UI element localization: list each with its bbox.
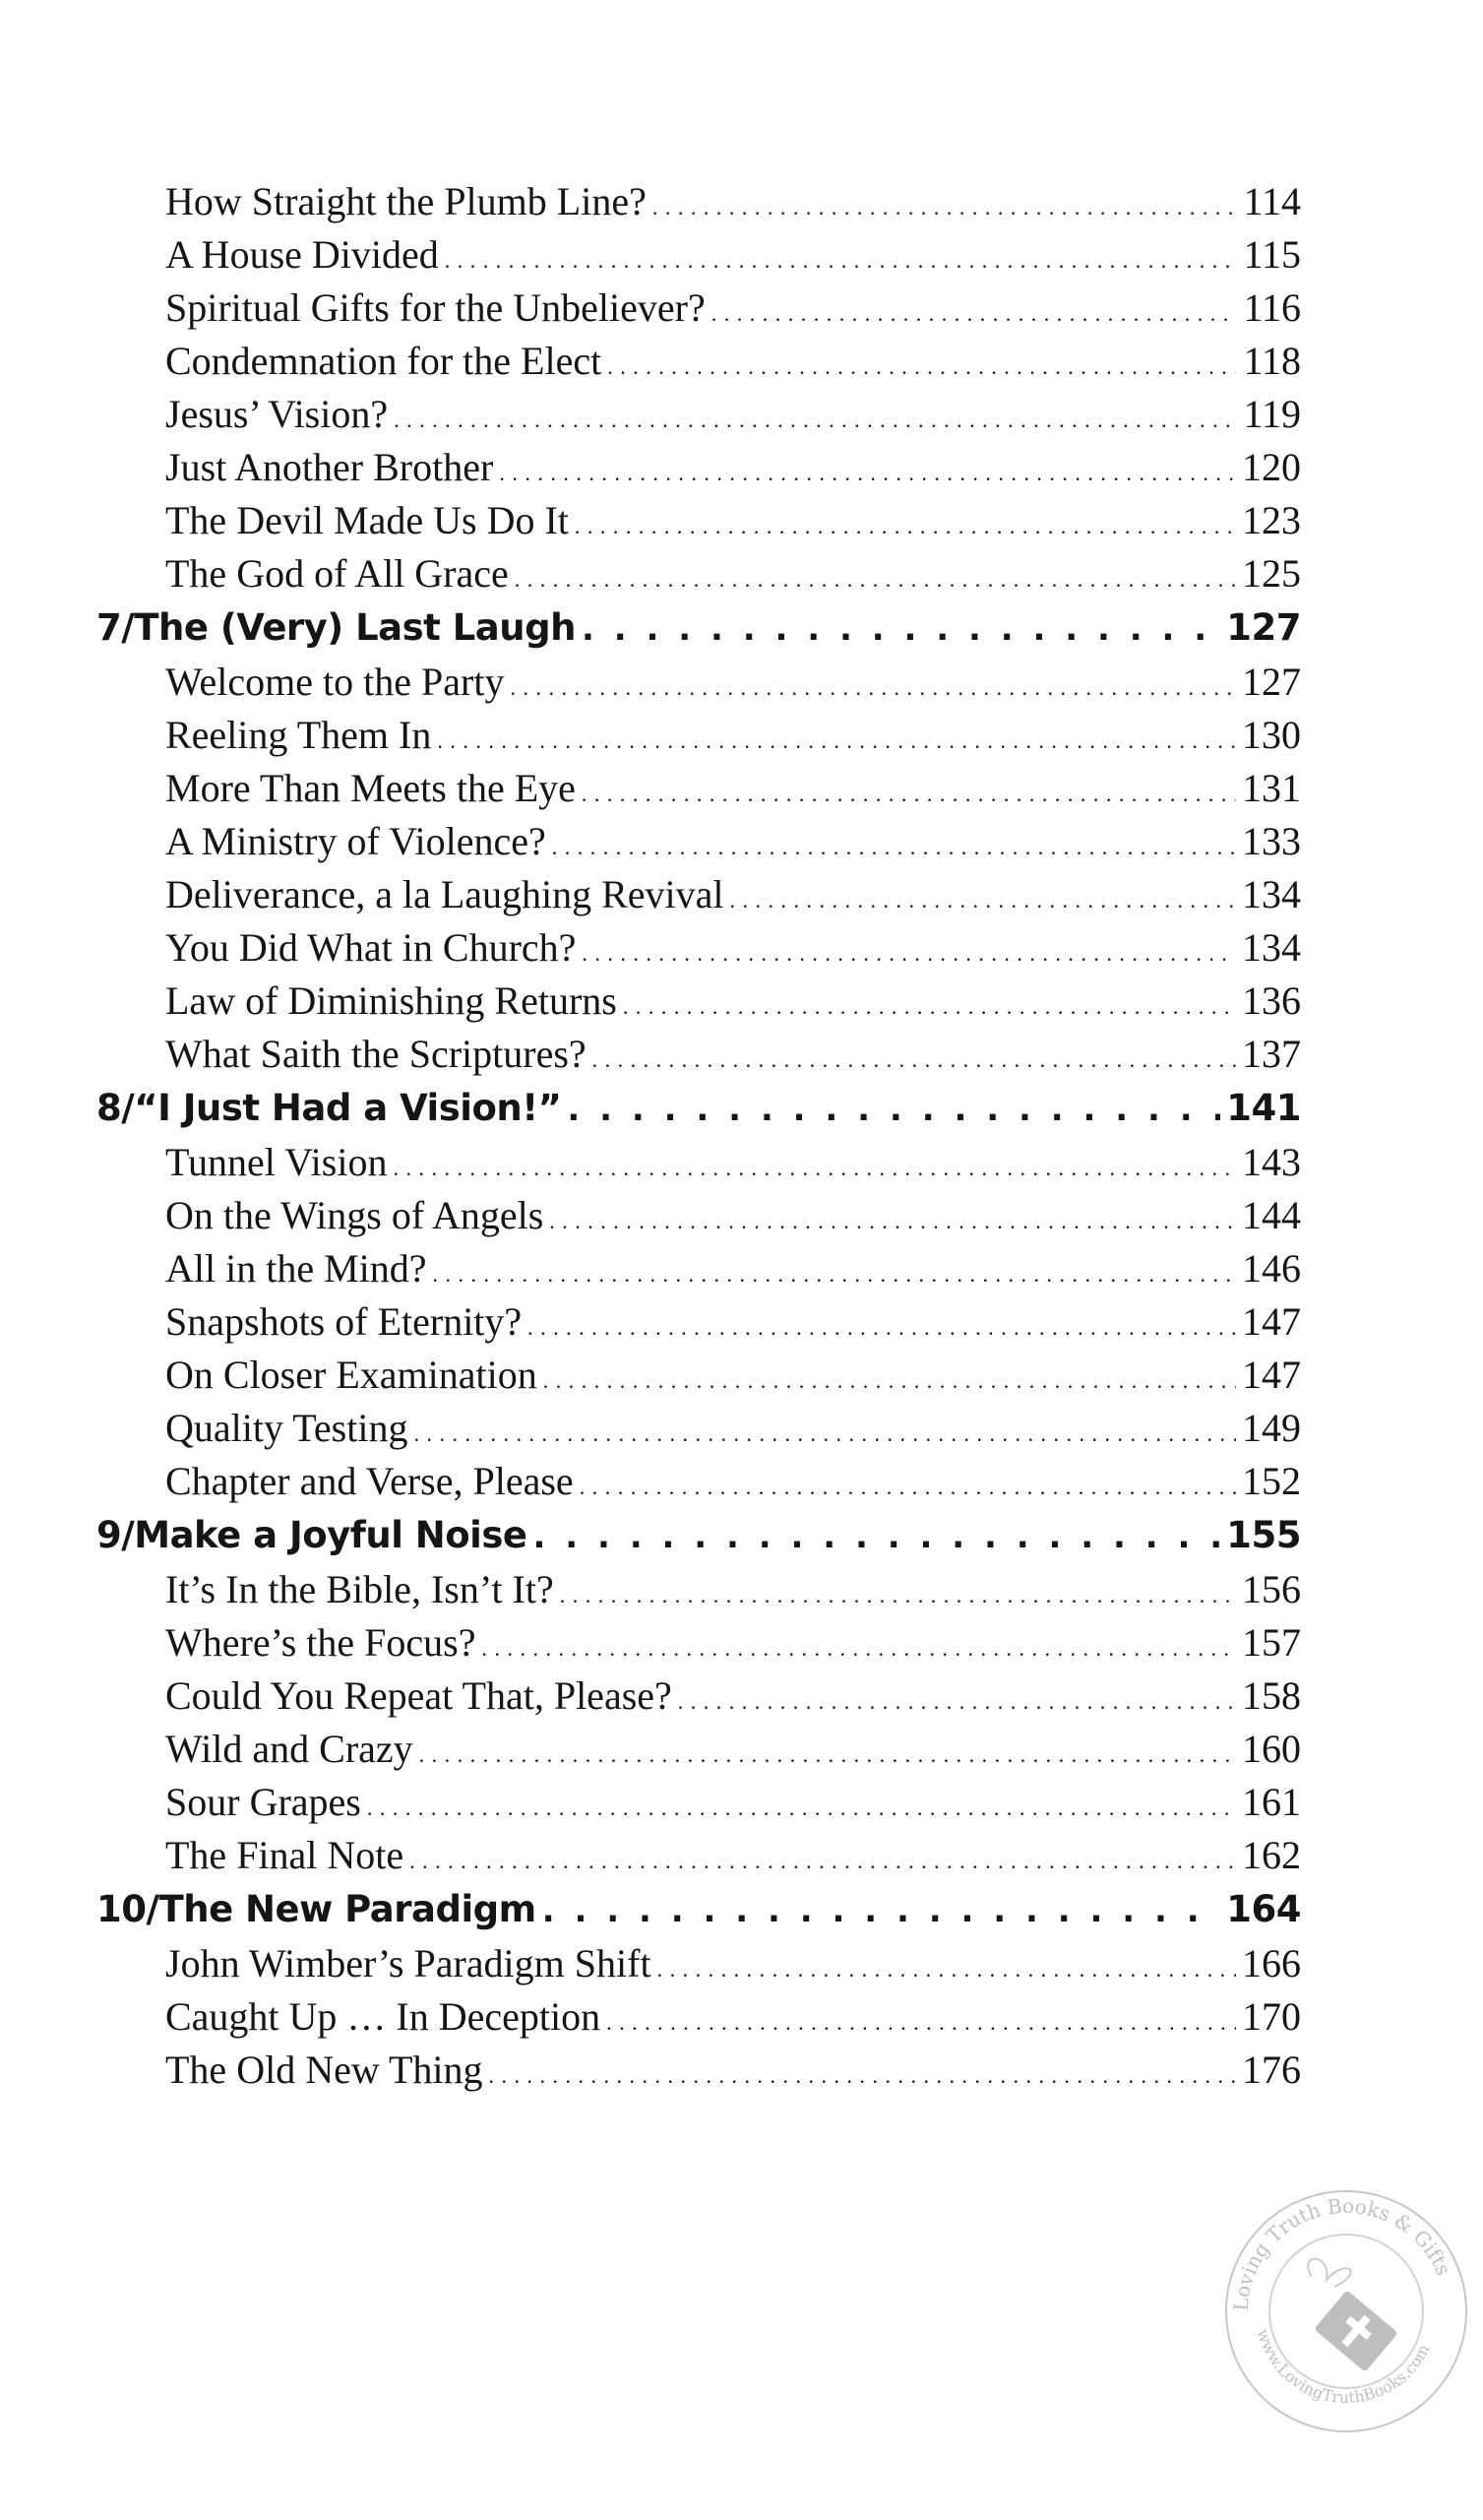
entry-title: Condemnation for the Elect	[165, 339, 602, 383]
dot-leader	[607, 341, 1236, 394]
entry-title: Where’s the Focus?	[165, 1620, 476, 1665]
entry-page: 152	[1242, 1459, 1301, 1503]
dot-leader	[560, 1569, 1236, 1622]
svg-text:Loving Truth Books & Gifts: Loving Truth Books & Gifts	[1228, 2193, 1456, 2312]
dot-leader	[515, 553, 1236, 606]
entry-page: 114	[1243, 179, 1301, 223]
toc-entry[interactable]	[96, 1776, 1301, 1829]
entry-title: Caught Up … In Deception	[165, 1994, 601, 2039]
toc-group	[96, 1508, 1301, 1882]
entry-page: 131	[1242, 766, 1301, 810]
entry-page: 147	[1242, 1299, 1301, 1344]
entry-page: 133	[1242, 819, 1301, 863]
entry-title: How Straight the Plumb Line?	[165, 179, 647, 223]
entry-title: Reeling Them In	[165, 713, 432, 757]
toc-entry[interactable]	[96, 494, 1301, 547]
entry-page: 137	[1242, 1032, 1301, 1076]
entry-title: A House Divided	[165, 232, 439, 277]
entry-title: Just Another Brother	[165, 445, 494, 489]
entry-title: Jesus’ Vision?	[165, 392, 389, 436]
toc-entry[interactable]	[96, 547, 1301, 600]
toc-group	[96, 1081, 1301, 1508]
entry-title: The God of All Grace	[165, 551, 509, 596]
dot-leader	[527, 1301, 1236, 1354]
dot-leader	[437, 715, 1236, 768]
entry-title: It’s In the Bible, Isn’t It?	[165, 1567, 554, 1611]
entry-title: Law of Diminishing Returns	[165, 978, 617, 1023]
entry-title: Deliverance, a la Laughing Revival	[165, 872, 724, 916]
entry-page: 147	[1242, 1353, 1301, 1397]
dot-leader	[419, 1729, 1236, 1782]
entry-title: Snapshots of Eternity?	[165, 1299, 523, 1344]
entry-title: John Wimber’s Paradigm Shift	[165, 1941, 651, 1985]
toc-entry[interactable]	[96, 1189, 1301, 1242]
dot-leader	[543, 1354, 1236, 1408]
entry-page: 120	[1242, 445, 1301, 489]
dot-leader	[489, 2049, 1236, 2103]
toc-entry[interactable]	[96, 1723, 1301, 1776]
toc-entry[interactable]	[96, 1937, 1301, 1990]
entry-page: 160	[1242, 1727, 1301, 1771]
dot-leader	[413, 1408, 1236, 1461]
entry-title: Welcome to the Party	[165, 660, 505, 704]
dot-leader	[582, 768, 1236, 821]
dot-leader	[481, 1622, 1236, 1675]
entry-page: 134	[1242, 925, 1301, 970]
chapter-page: 164	[1226, 1888, 1301, 1930]
toc-entry[interactable]	[96, 762, 1301, 815]
toc-entry[interactable]	[96, 656, 1301, 709]
toc-entry[interactable]	[96, 282, 1301, 335]
dot-leader	[552, 821, 1236, 874]
dot-leader	[575, 500, 1236, 553]
dot-leader	[445, 234, 1236, 287]
dot-leader	[567, 1082, 1220, 1137]
entry-title: Chapter and Verse, Please	[165, 1459, 574, 1503]
toc-entry[interactable]	[96, 228, 1301, 282]
toc-entry[interactable]	[96, 1829, 1301, 1882]
entry-title: All in the Mind?	[165, 1246, 427, 1291]
entry-page: 134	[1242, 872, 1301, 916]
chapter-page: 155	[1226, 1514, 1301, 1556]
dot-leader	[367, 1782, 1236, 1835]
chapter-page: 127	[1226, 606, 1301, 649]
entry-title: The Devil Made Us Do It	[165, 498, 569, 542]
toc-entry[interactable]	[96, 1349, 1301, 1402]
entry-title: Could You Repeat That, Please?	[165, 1673, 672, 1718]
entry-page: 166	[1242, 1941, 1301, 1985]
chapter-page: 141	[1226, 1087, 1301, 1129]
entry-page: 149	[1242, 1406, 1301, 1450]
entry-page: 176	[1242, 2048, 1301, 2092]
toc-entry[interactable]	[96, 1295, 1301, 1349]
entry-page: 116	[1243, 285, 1301, 330]
entry-page: 161	[1242, 1780, 1301, 1824]
entry-page: 115	[1243, 232, 1301, 277]
entry-title: Wild and Crazy	[165, 1727, 413, 1771]
watermark-seal-icon	[1218, 2183, 1474, 2439]
toc-entry[interactable]	[96, 1028, 1301, 1081]
entry-title: More Than Meets the Eye	[165, 766, 576, 810]
dot-leader	[433, 1248, 1236, 1301]
entry-page: 143	[1242, 1140, 1301, 1184]
toc-group	[96, 600, 1301, 1081]
toc-entry[interactable]	[96, 1563, 1301, 1616]
dot-leader	[730, 874, 1236, 927]
entry-title: On Closer Examination	[165, 1353, 537, 1397]
chapter-heading[interactable]	[96, 1508, 1301, 1563]
dot-leader	[394, 394, 1236, 447]
entry-title: Tunnel Vision	[165, 1140, 388, 1184]
dot-leader	[592, 1034, 1236, 1087]
entry-page: 156	[1242, 1567, 1301, 1611]
entry-page: 130	[1242, 713, 1301, 757]
entry-title: Sour Grapes	[165, 1780, 361, 1824]
chapter-heading[interactable]	[96, 1081, 1301, 1136]
toc-entry[interactable]	[96, 1616, 1301, 1670]
chapter-heading[interactable]	[96, 600, 1301, 656]
dot-leader	[580, 1461, 1236, 1514]
entry-page: 162	[1242, 1833, 1301, 1877]
entry-title: A Ministry of Violence?	[165, 819, 546, 863]
toc-entry[interactable]	[96, 335, 1301, 388]
table-of-contents	[96, 175, 1301, 2097]
entry-title: Spiritual Gifts for the Unbeliever?	[165, 285, 706, 330]
toc-entry[interactable]	[96, 975, 1301, 1028]
dot-leader	[582, 601, 1220, 657]
toc-entry[interactable]	[96, 1990, 1301, 2044]
entry-page: 127	[1242, 660, 1301, 704]
entry-page: 119	[1243, 392, 1301, 436]
toc-entry[interactable]	[96, 1670, 1301, 1723]
entry-page: 157	[1242, 1620, 1301, 1665]
dot-leader	[711, 287, 1236, 341]
dot-leader	[510, 662, 1236, 715]
dot-leader	[657, 1943, 1236, 1996]
entry-title: The Old New Thing	[165, 2048, 483, 2092]
dot-leader	[499, 447, 1236, 500]
toc-entry[interactable]	[96, 1136, 1301, 1189]
dot-leader	[393, 1142, 1236, 1195]
chapter-title: 10/The New Paradigm	[96, 1888, 536, 1930]
dot-leader	[532, 1509, 1220, 1564]
svg-text:www.LovingTruthBooks.com: www.LovingTruthBooks.com	[1253, 2326, 1434, 2408]
entry-title: What Saith the Scriptures?	[165, 1032, 587, 1076]
dot-leader	[678, 1675, 1236, 1729]
dot-leader	[542, 1883, 1221, 1938]
entry-page: 146	[1242, 1246, 1301, 1291]
toc-entry[interactable]	[96, 2044, 1301, 2097]
toc-entry[interactable]	[96, 1242, 1301, 1295]
toc-entry[interactable]	[96, 175, 1301, 228]
entry-title: You Did What in Church?	[165, 925, 577, 970]
toc-entry[interactable]	[96, 1455, 1301, 1508]
entry-page: 170	[1242, 1994, 1301, 2039]
dot-leader	[623, 980, 1236, 1034]
entry-page: 123	[1242, 498, 1301, 542]
entry-title: The Final Note	[165, 1833, 404, 1877]
chapter-title: 7/The (Very) Last Laugh	[96, 606, 576, 649]
dot-leader	[652, 181, 1236, 234]
dot-leader	[549, 1195, 1236, 1248]
dot-leader	[606, 1996, 1236, 2049]
toc-entry[interactable]	[96, 709, 1301, 762]
toc-entry[interactable]	[96, 388, 1301, 441]
dot-leader	[409, 1835, 1236, 1888]
entry-page: 158	[1242, 1673, 1301, 1718]
chapter-title: 9/Make a Joyful Noise	[96, 1514, 527, 1556]
chapter-title: 8/“I Just Had a Vision!”	[96, 1087, 562, 1129]
toc-entry[interactable]	[96, 921, 1301, 975]
toc-entry[interactable]	[96, 441, 1301, 494]
toc-group	[96, 175, 1301, 600]
entry-title: Quality Testing	[165, 1406, 408, 1450]
entry-page: 144	[1242, 1193, 1301, 1237]
toc-entry[interactable]	[96, 815, 1301, 868]
toc-entry[interactable]	[96, 868, 1301, 921]
entry-title: On the Wings of Angels	[165, 1193, 544, 1237]
chapter-heading[interactable]	[96, 1882, 1301, 1937]
entry-page: 118	[1243, 339, 1301, 383]
toc-entry[interactable]	[96, 1402, 1301, 1455]
toc-group	[96, 1882, 1301, 2097]
entry-page: 125	[1242, 551, 1301, 596]
entry-page: 136	[1242, 978, 1301, 1023]
dot-leader	[582, 927, 1236, 980]
